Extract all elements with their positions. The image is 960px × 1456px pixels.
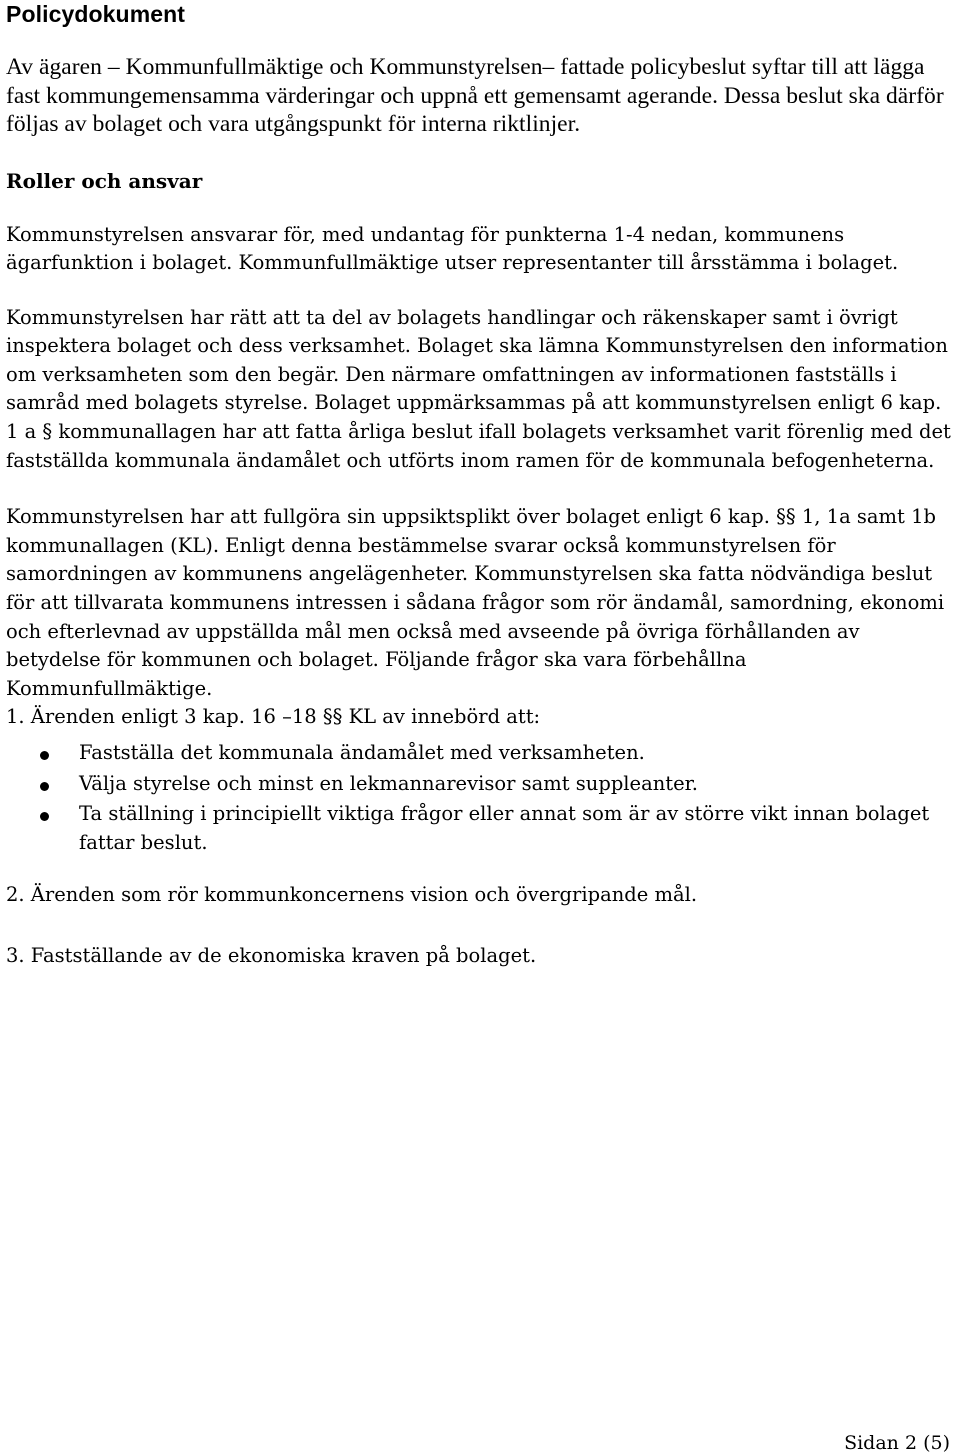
list-item-2: 2. Ärenden som rör kommunkoncernens vision och övergripande mål.: [6, 883, 698, 907]
list-item-text: Ta ställning i principiellt viktiga frågor eller annat som är av större vikt innan bolaget fattar beslut.: [79, 802, 930, 854]
document-page: [6, 0, 956, 971]
list-item-1: 1. Ärenden enligt 3 kap. 16 –18 §§ KL av innebörd att:: [6, 705, 541, 729]
bullet-icon: [40, 782, 49, 791]
page-number: Sidan 2 (5): [844, 1432, 950, 1454]
list-item: [6, 770, 956, 799]
bullet-icon: [40, 812, 49, 821]
list-item-3: 3. Fastställande av de ekonomiska kraven på bolaget.: [6, 943, 537, 967]
bullet-list: [6, 739, 956, 857]
bullet-icon: [40, 751, 49, 760]
list-item-text: Fastställa det kommunala ändamålet med verksamheten.: [79, 741, 645, 764]
paragraph-ownership: Kommunstyrelsen ansvarar för, med undantag för punkterna 1-4 nedan, kommunens ägarfunktion i bolaget. Kommunfullmäktige utser representanter till årsstämma i bolaget.: [6, 222, 899, 275]
list-item: [6, 739, 956, 768]
list-item-text: Välja styrelse och minst en lekmannarevisor samt suppleanter.: [79, 771, 699, 795]
paragraph-supervision: Kommunstyrelsen har att fullgöra sin uppsiktsplikt över bolaget enligt 6 kap. §§ 1, 1a samt 1b kommunallagen (KL). Enligt denna bestämmelse svarar också kommunstyrelsen för samordningen av kommunens angelägenheter. Kommunstyrelsen ska fatta nödvändiga beslut för att tillvarata kommunens intressen i sådana frågor som rör ändamål, samordning, ekonomi och efterlevnad av uppställda mål men också med avseende på övriga förhållanden av betydelse för kommunen och bolaget. Följande frågor ska vara förbehållna Kommunfullmäktige.: [6, 505, 945, 700]
document-title: Policydokument: [6, 1, 186, 27]
paragraph-inspection: Kommunstyrelsen har rätt att ta del av bolagets handlingar och räkenskaper samt i övrigt inspektera bolaget och dess verksamhet. Bolaget ska lämna Kommunstyrelsen den information om verksamheten som den begär. Den närmare omfattningen av informationen fastställs i samråd med bolagets styrelse. Bolaget uppmärksammas på att kommunstyrelsen enligt 6 kap. 1 a § kommunallagen har att fatta årliga beslut ifall bolagets verksamhet varit förenlig med det fastställda kommunala ändamålet och utförts inom ramen för de kommunala befogenheterna.: [6, 305, 951, 472]
section-heading: Roller och ansvar: [6, 168, 203, 193]
intro-paragraph: Av ägaren – Kommunfullmäktige och Kommunstyrelsen– fattade policybeslut syftar till att lägga fast kommungemensamma värderingar och uppnå ett gemensamt agerande. Dessa beslut ska därför följas av bolaget och vara utgångspunkt för interna riktlinjer.: [6, 54, 944, 137]
list-item: [6, 800, 956, 857]
